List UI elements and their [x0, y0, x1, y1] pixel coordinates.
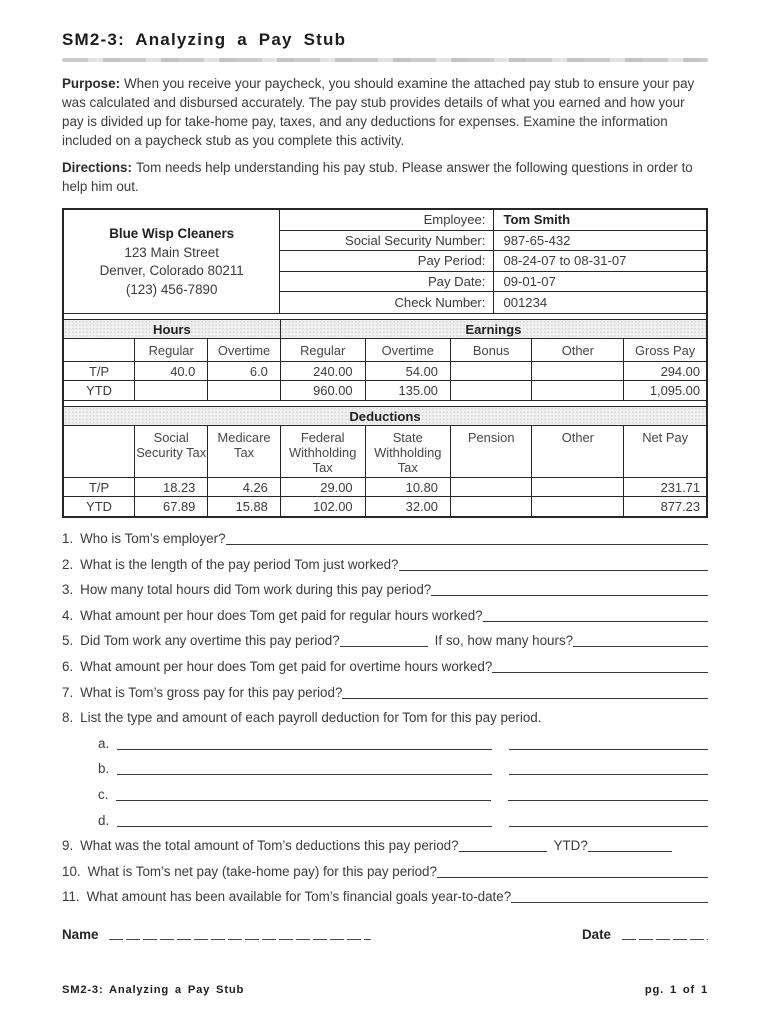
column-header-other: Other: [532, 339, 624, 362]
answer-blank[interactable]: [588, 842, 672, 852]
data-cell: 294.00: [624, 362, 706, 381]
deductions-column-headers: [64, 426, 706, 478]
purpose-paragraph: [62, 74, 708, 150]
question-number: 9.: [62, 838, 74, 854]
column-header-earnings-overtime: Overtime: [365, 339, 450, 362]
answer-blank[interactable]: [492, 663, 708, 673]
data-cell: [450, 362, 532, 381]
info-row-pay-date: [280, 272, 706, 293]
question-number: 2.: [62, 556, 74, 572]
deduction-amount-blank[interactable]: [509, 817, 708, 827]
deduction-amount-blank[interactable]: [509, 765, 708, 775]
employer-address-line1: 123 Main Street: [124, 244, 219, 260]
data-cell: [532, 362, 624, 381]
question-number: 7.: [62, 684, 74, 700]
pay-stub-info-section: [64, 210, 706, 313]
data-cell: 231.71: [624, 478, 706, 497]
data-cell: 15.88: [208, 497, 281, 516]
data-cell: [208, 381, 281, 400]
column-header-pension: Pension: [450, 426, 532, 478]
info-value: Tom Smith: [503, 212, 571, 228]
question-text: What is the length of the pay period Tom just worked?: [80, 556, 399, 572]
hours-section-header: Hours: [64, 320, 280, 339]
row-label: YTD: [64, 381, 135, 400]
deduction-type-blank[interactable]: [116, 791, 491, 801]
question-8-item-a: [98, 735, 708, 752]
data-cell: 18.23: [135, 478, 208, 497]
deductions-section-header: Deductions: [64, 407, 706, 426]
answer-blank[interactable]: [573, 637, 708, 647]
question-5: [62, 632, 708, 649]
column-header-gross-pay: Gross Pay: [624, 339, 706, 362]
purpose-text: When you receive your paycheck, you should examine the attached pay stub to ensure your pay was calculated and disbursed accurately. The pay stub provides details of what you earned and how your pay is divided up for take-home pay, taxes, and any deductions for expenses. Examine the information included on a paycheck stub as you complete this activity.: [62, 76, 695, 148]
question-text: What is Tom’s net pay (take-home pay) for this pay period?: [87, 863, 437, 879]
answer-blank[interactable]: [399, 561, 709, 571]
answer-blank[interactable]: [483, 612, 708, 622]
data-cell: [450, 381, 532, 400]
name-blank[interactable]: [109, 930, 371, 941]
question-number: 8.: [62, 710, 74, 726]
info-label: Pay Date:: [280, 272, 494, 292]
hours-earnings-band: [64, 320, 706, 339]
data-cell: 4.26: [208, 478, 281, 497]
answer-blank[interactable]: [342, 689, 708, 699]
info-value: 08-24-07 to 08-31-07: [503, 253, 627, 269]
info-value: 001234: [503, 295, 548, 311]
deductions-table: [64, 407, 706, 516]
hours-earnings-table: [64, 320, 706, 400]
answer-blank[interactable]: [226, 535, 708, 545]
page-footer: [62, 984, 708, 996]
question-text: Who is Tom’s employer?: [80, 530, 226, 546]
pay-stub: [62, 208, 708, 518]
info-label: Check Number:: [280, 292, 494, 313]
data-cell: 135.00: [365, 381, 450, 400]
question-8-item-c: [98, 786, 708, 803]
deductions-band: [64, 407, 706, 426]
question-4: [62, 607, 708, 624]
question-text-2: YTD?: [553, 838, 588, 854]
data-cell: 29.00: [280, 478, 365, 497]
stub-spacer: [64, 400, 706, 407]
info-label: Pay Period:: [280, 251, 494, 271]
question-number: 5.: [62, 633, 74, 649]
page-title: SM2-3: Analyzing a Pay Stub: [62, 30, 347, 49]
data-cell: 1,095.00: [649, 383, 700, 399]
directions-label: Directions:: [62, 160, 132, 175]
data-cell: [450, 497, 532, 516]
info-row-ssn: [280, 231, 706, 252]
question-3: [62, 581, 708, 598]
info-value: 987-65-432: [503, 232, 571, 248]
question-text: What amount per hour does Tom get paid for regular hours worked?: [80, 607, 483, 623]
employer-name: Blue Wisp Cleaners: [109, 226, 235, 242]
column-header-hours-overtime: Overtime: [208, 339, 281, 362]
question-9: [62, 837, 708, 854]
question-text-2: If so, how many hours?: [434, 633, 574, 649]
question-text: How many total hours did Tom work during this pay period?: [80, 582, 432, 598]
data-cell: 67.89: [135, 497, 208, 516]
stub-spacer: [64, 313, 706, 320]
data-cell: 54.00: [365, 362, 450, 381]
employer-phone: (123) 456-7890: [125, 281, 218, 297]
column-header-social-security-tax: Social Security Tax: [135, 426, 208, 478]
data-cell: 960.00: [280, 381, 365, 400]
deduction-type-blank[interactable]: [117, 765, 492, 775]
info-row-employee: [280, 210, 706, 231]
deductions-row-tp: [64, 478, 706, 497]
deduction-amount-blank[interactable]: [508, 791, 708, 801]
question-8-item-b: [98, 760, 708, 777]
answer-blank[interactable]: [340, 637, 428, 647]
question-6: [62, 658, 708, 675]
info-row-check-number: [280, 292, 706, 313]
column-header-blank: [64, 339, 135, 362]
employee-info-rows: [280, 210, 706, 313]
purpose-label: Purpose:: [62, 76, 121, 91]
question-text: List the type and amount of each payroll deduction for Tom for this pay period.: [80, 710, 542, 726]
hours-earnings-row-ytd: [64, 381, 706, 400]
column-header-net-pay: Net Pay: [624, 426, 706, 478]
data-cell: 32.00: [365, 497, 450, 516]
column-header-earnings-regular: Regular: [280, 339, 365, 362]
info-value: 09-01-07: [503, 274, 556, 290]
question-8: [62, 709, 708, 726]
answer-blank[interactable]: [459, 842, 547, 852]
item-letter: a.: [98, 735, 110, 751]
answer-blank[interactable]: [431, 586, 708, 596]
question-number: 4.: [62, 607, 74, 623]
question-text: What amount has been available for Tom’s financial goals year-to-date?: [86, 889, 512, 905]
answer-blank[interactable]: [437, 868, 708, 878]
question-number: 10.: [62, 863, 81, 879]
info-label: Social Security Number:: [280, 231, 494, 251]
row-label: T/P: [64, 478, 135, 497]
deduction-type-blank[interactable]: [117, 817, 492, 827]
questions-list: [62, 530, 708, 914]
question-text: Did Tom work any overtime this pay period?: [80, 633, 340, 649]
date-blank[interactable]: [622, 930, 708, 941]
question-1: [62, 530, 708, 547]
column-header-medicare-tax: Medicare Tax: [208, 426, 281, 478]
question-number: 11.: [62, 889, 80, 905]
answer-blank[interactable]: [511, 893, 708, 903]
employer-block: [64, 210, 280, 313]
info-row-pay-period: [280, 251, 706, 272]
data-cell: [532, 381, 624, 400]
column-header-other: Other: [532, 426, 624, 478]
row-label: YTD: [64, 497, 135, 516]
question-number: 1.: [62, 530, 74, 546]
question-number: 6.: [62, 658, 74, 674]
data-cell: 6.0: [208, 362, 281, 381]
column-header-federal-withholding-tax: Federal Withholding Tax: [280, 426, 365, 478]
column-header-blank: [64, 426, 135, 478]
question-text: What amount per hour does Tom get paid for overtime hours worked?: [80, 658, 493, 674]
deduction-amount-blank[interactable]: [509, 740, 708, 750]
signature-row: [62, 926, 708, 943]
question-11: [62, 888, 708, 905]
item-letter: b.: [98, 761, 110, 777]
deduction-type-blank[interactable]: [117, 740, 492, 750]
title-divider: [62, 58, 708, 62]
question-number: 3.: [62, 582, 74, 598]
column-header-bonus: Bonus: [450, 339, 532, 362]
data-cell: [450, 478, 532, 497]
column-header-hours-regular: Regular: [135, 339, 208, 362]
footer-title: SM2-3: Analyzing a Pay Stub: [62, 984, 245, 996]
data-cell: 240.00: [280, 362, 365, 381]
column-header-state-withholding-tax: State Withholding Tax: [365, 426, 450, 478]
hours-earnings-column-headers: [64, 339, 706, 362]
footer-page-number: pg. 1 of 1: [644, 984, 708, 996]
question-7: [62, 684, 708, 701]
employer-address-line2: Denver, Colorado 80211: [99, 263, 244, 279]
date-label: Date: [581, 926, 611, 942]
data-cell: 877.23: [660, 499, 700, 515]
directions-text: Tom needs help understanding his pay stub. Please answer the following questions in order to help him out.: [62, 160, 693, 194]
info-label: Employee:: [280, 210, 494, 230]
question-text: What is Tom’s gross pay for this pay period?: [80, 684, 343, 700]
question-text: What was the total amount of Tom’s deductions this pay period?: [80, 838, 459, 854]
row-label: T/P: [64, 362, 135, 381]
hours-earnings-row-tp: [64, 362, 706, 381]
earnings-section-header: Earnings: [280, 320, 706, 339]
question-8-item-d: [98, 812, 708, 829]
name-label: Name: [62, 926, 99, 942]
directions-paragraph: [62, 158, 708, 196]
data-cell: 40.0: [135, 362, 208, 381]
data-cell: [532, 497, 624, 516]
data-cell: 10.80: [365, 478, 450, 497]
question-10: [62, 863, 708, 880]
item-letter: c.: [98, 786, 109, 802]
data-cell: [532, 478, 624, 497]
question-2: [62, 556, 708, 573]
item-letter: d.: [98, 812, 110, 828]
data-cell: 102.00: [280, 497, 365, 516]
deductions-row-ytd: [64, 497, 706, 516]
data-cell: [135, 381, 208, 400]
